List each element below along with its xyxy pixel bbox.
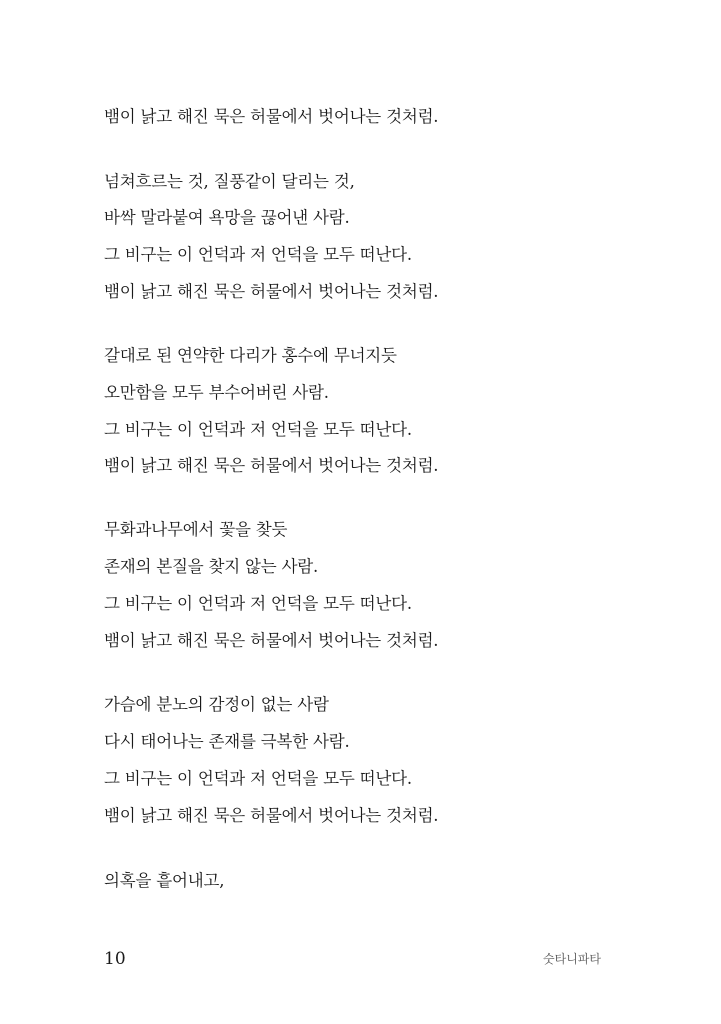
verse-line: 바싹 말라붙여 욕망을 끊어낸 사람. bbox=[104, 208, 350, 227]
verse-line: 뱀이 낡고 해진 묵은 허물에서 벗어나는 것처럼. bbox=[104, 107, 439, 126]
verse-line: 그 비구는 이 언덕과 저 언덕을 모두 떠난다. bbox=[104, 245, 412, 264]
verse-line: 뱀이 낡고 해진 묵은 허물에서 벗어나는 것처럼. bbox=[104, 806, 439, 825]
page-number: 10 bbox=[104, 949, 126, 969]
verse-line: 뱀이 낡고 해진 묵은 허물에서 벗어나는 것처럼. bbox=[104, 282, 439, 301]
verse-line: 가슴에 분노의 감정이 없는 사람 bbox=[104, 695, 329, 714]
verse-line: 무화과나무에서 꽃을 찾듯 bbox=[104, 520, 288, 539]
verse-line: 의혹을 흩어내고, bbox=[104, 871, 225, 890]
verse-line: 뱀이 낡고 해진 묵은 허물에서 벗어나는 것처럼. bbox=[104, 456, 439, 475]
verse-line: 존재의 본질을 찾지 않는 사람. bbox=[104, 557, 319, 576]
verse-line: 갈대로 된 연약한 다리가 홍수에 무너지듯 bbox=[104, 346, 397, 365]
verse-line: 다시 태어나는 존재를 극복한 사람. bbox=[104, 732, 350, 751]
verse-line: 그 비구는 이 언덕과 저 언덕을 모두 떠난다. bbox=[104, 769, 412, 788]
verse-line: 그 비구는 이 언덕과 저 언덕을 모두 떠난다. bbox=[104, 594, 412, 613]
verse-line: 오만함을 모두 부수어버린 사람. bbox=[104, 383, 329, 402]
verse-line: 뱀이 낡고 해진 묵은 허물에서 벗어나는 것처럼. bbox=[104, 631, 439, 650]
running-title: 숫타니파타 bbox=[543, 952, 601, 966]
verse-line: 그 비구는 이 언덕과 저 언덕을 모두 떠난다. bbox=[104, 420, 412, 439]
verse-line: 넘쳐흐르는 것, 질풍같이 달리는 것, bbox=[104, 172, 355, 191]
